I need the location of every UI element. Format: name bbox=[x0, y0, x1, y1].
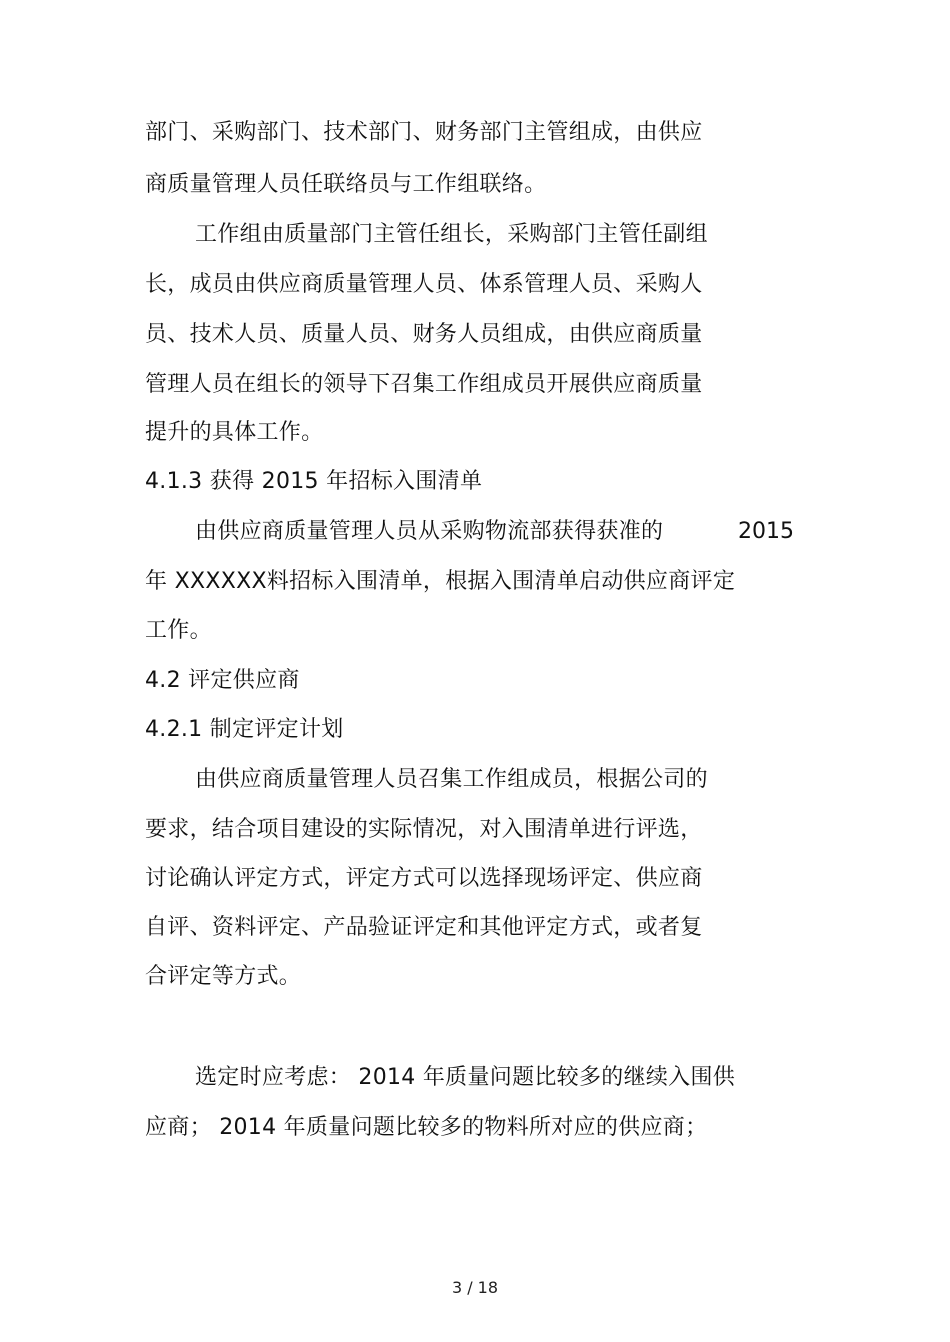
paragraph-line-10: 年 XXXXXX料招标入围清单，根据入围清单启动供应商评定 bbox=[145, 569, 736, 594]
paragraph-line-9: 由供应商质量管理人员从采购物流部获得获准的 bbox=[195, 519, 664, 544]
page-number: 3 / 18 bbox=[451, 1278, 499, 1297]
section-heading-4-2-1: 4.2.1 制定评定计划 bbox=[145, 717, 344, 742]
paragraph-line-6: 管理人员在组长的领导下召集工作组成员开展供应商质量 bbox=[145, 372, 703, 397]
paragraph-line-20: 应商； 2014 年质量问题比较多的物料所对应的供应商； bbox=[145, 1115, 708, 1140]
paragraph-line-15: 要求，结合项目建设的实际情况，对入围清单进行评选， bbox=[145, 817, 703, 842]
paragraph-line-17: 自评、资料评定、产品验证评定和其他评定方式，或者复 bbox=[145, 915, 703, 940]
section-heading-4-1-3: 4.1.3 获得 2015 年招标入围清单 bbox=[145, 469, 483, 494]
paragraph-line-1: 部门、采购部门、技术部门、财务部门主管组成，由供应 bbox=[145, 120, 703, 145]
paragraph-line-5: 员、技术人员、质量人员、财务人员组成，由供应商质量 bbox=[145, 322, 703, 347]
paragraph-line-18: 合评定等方式。 bbox=[145, 964, 302, 989]
paragraph-line-14: 由供应商质量管理人员召集工作组成员，根据公司的 bbox=[195, 767, 708, 792]
paragraph-line-2: 商质量管理人员任联络员与工作组联络。 bbox=[145, 172, 547, 197]
paragraph-line-11: 工作。 bbox=[145, 618, 212, 643]
paragraph-line-4: 长，成员由供应商质量管理人员、体系管理人员、采购人 bbox=[145, 272, 703, 297]
paragraph-line-3: 工作组由质量部门主管任组长，采购部门主管任副组 bbox=[195, 222, 708, 247]
paragraph-line-19: 选定时应考虑： 2014 年质量问题比较多的继续入围供 bbox=[195, 1065, 736, 1090]
paragraph-line-16: 讨论确认评定方式，评定方式可以选择现场评定、供应商 bbox=[145, 866, 703, 891]
paragraph-line-7: 提升的具体工作。 bbox=[145, 420, 324, 445]
section-heading-4-2: 4.2 评定供应商 bbox=[145, 668, 300, 693]
year-number: 2015 bbox=[738, 519, 794, 544]
